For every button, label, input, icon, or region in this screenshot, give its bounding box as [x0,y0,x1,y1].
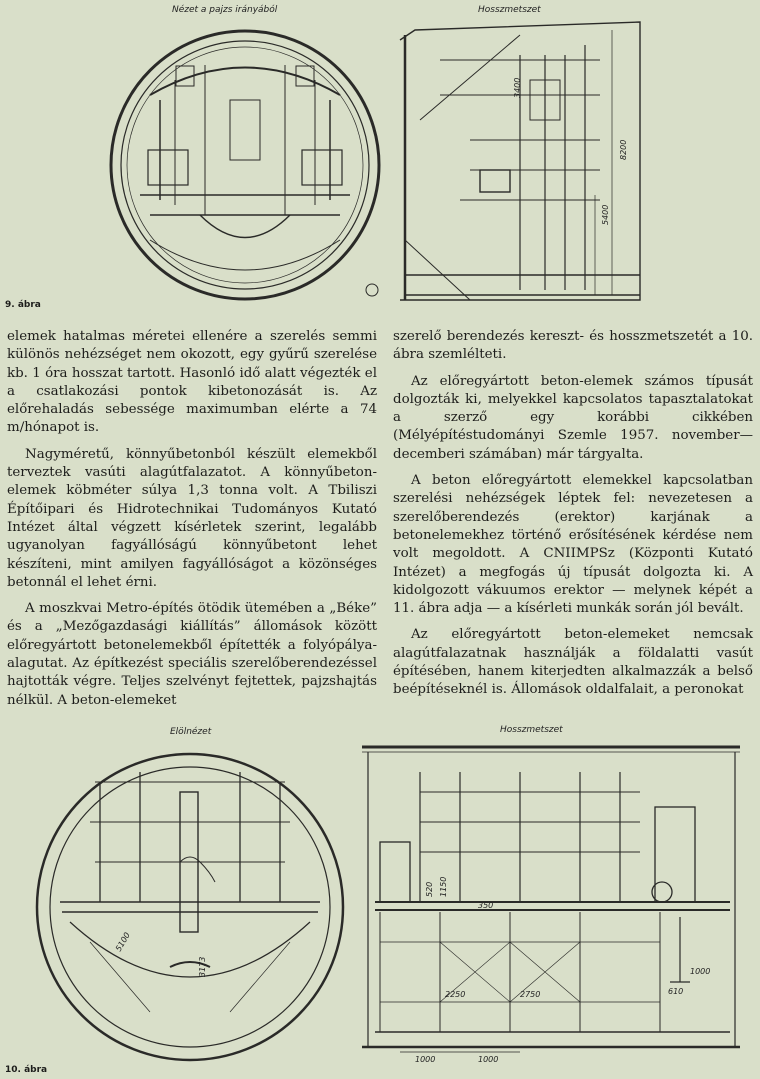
figure-9-drawing [0,0,760,312]
left-para-3: A moszkvai Metro-építés ötödik ütemében a „Béke” és a „Mezőgazdasági kiállítás” állomások között előregyártott betonelemekből építették a folyópálya-alagutat. Az építkezést speciális szerelőberendezéssel hajtották végre. Teljes szelvényt fejtettek, pajzshajtás nélkül. A beton-elemeket [7,601,377,708]
text-column-right [393,328,753,700]
fig10-dim-610: 610 [668,987,684,996]
fig9-long-section [366,22,640,300]
text-column-left [7,328,377,710]
fig10-dim-1000-b: 1000 [478,1055,499,1064]
figure-10 [0,712,760,1079]
fig10-dim-3173: 3173 [198,956,207,977]
fig10-front-view [37,754,343,1060]
fig9-dim-5400: 5400 [601,204,610,225]
figure-10-drawing [0,712,760,1079]
right-para-4: Az előregyártott beton-elemeket nemcsak alagútfalazatnak használják a földalatti vasút építésében, hanem kiterjedten alkalmazzák a belső beépítéseknél is. Állomások oldalfalait, a peronokat [393,627,753,698]
figure-9 [0,0,760,312]
fig10-dim-5100: 5100 [113,930,132,953]
fig10-dim-1150: 1150 [439,876,448,897]
fig9-right-title: Hosszmetszet [478,5,541,15]
fig9-dim-8200: 8200 [619,139,628,160]
left-para-1: elemek hatalmas méretei ellenére a szerelés semmi különös nehézséget nem okozott, egy gyűrű szerelése kb. 1 óra hosszat tartott. Hasonló idő alatt végezték el a csatlakozási pontok kibetonozását is. Az előrehaladás sebessége maximumban elérte a 74 m/hónapot is. [7,329,377,436]
fig10-dim-520: 520 [425,881,434,897]
fig10-long-section [362,747,740,1064]
fig10-dim-2250: 2250 [445,990,466,999]
left-para-2: Nagyméretű, könnyűbetonból készült elemekből terveztek vasúti alagútfalazatot. A könnyűbeton-elemek köbméter súlya 1,3 tonna volt. A Tbiliszi Építőipari és Hidrotechnikai Tudományos Kutató Intézet által végzett kísérletek szerint, legalább ugyanolyan fagyállóságú könnyűbetont lehet készíteni, mint amilyen fagyállóságot a közönséges betonnál el lehet érni. [7,446,377,590]
fig9-left-title: Nézet a pajzs irányából [172,5,278,15]
fig10-dim-350: 350 [478,901,494,910]
fig10-dim-2750: 2750 [520,990,541,999]
fig10-left-title: Elölnézet [170,727,212,737]
fig9-caption: 9. ábra [5,300,41,310]
fig10-dim-1000-c: 1000 [690,967,711,976]
fig9-dim-3400: 3400 [513,77,522,98]
fig9-cross-section [111,31,379,299]
right-para-2: Az előregyártott beton-elemek számos típusát dolgozták ki, melyekkel kapcsolatos tapasztalatokat a szerző egy korábbi cikkében (Mélyépítéstudományi Szemle 1957. november—decemberi számában) már tárgyalta. [393,373,753,462]
fig10-dim-1000-a: 1000 [415,1055,436,1064]
right-para-3: A beton előregyártott elemekkel kapcsolatban szerelési nehézségek léptek fel: nevezetesen a szerelőberendezés (erektor) karjának a betonelemekhez történő erősítésének kérdése nem volt megoldott. A CNIIMPSz (Központi Kutató Intézet) a megfogás új típusát dolgozta ki. A kidolgozott vákuumos erektor — melynek képét a 11. ábra adja — a kísérleti munkák során jól bevált. [393,473,753,617]
fig10-right-title: Hosszmetszet [500,725,563,735]
right-para-1: szerelő berendezés kereszt- és hosszmetszetét a 10. ábra szemlélteti. [393,329,753,363]
fig10-caption: 10. ábra [5,1065,48,1075]
